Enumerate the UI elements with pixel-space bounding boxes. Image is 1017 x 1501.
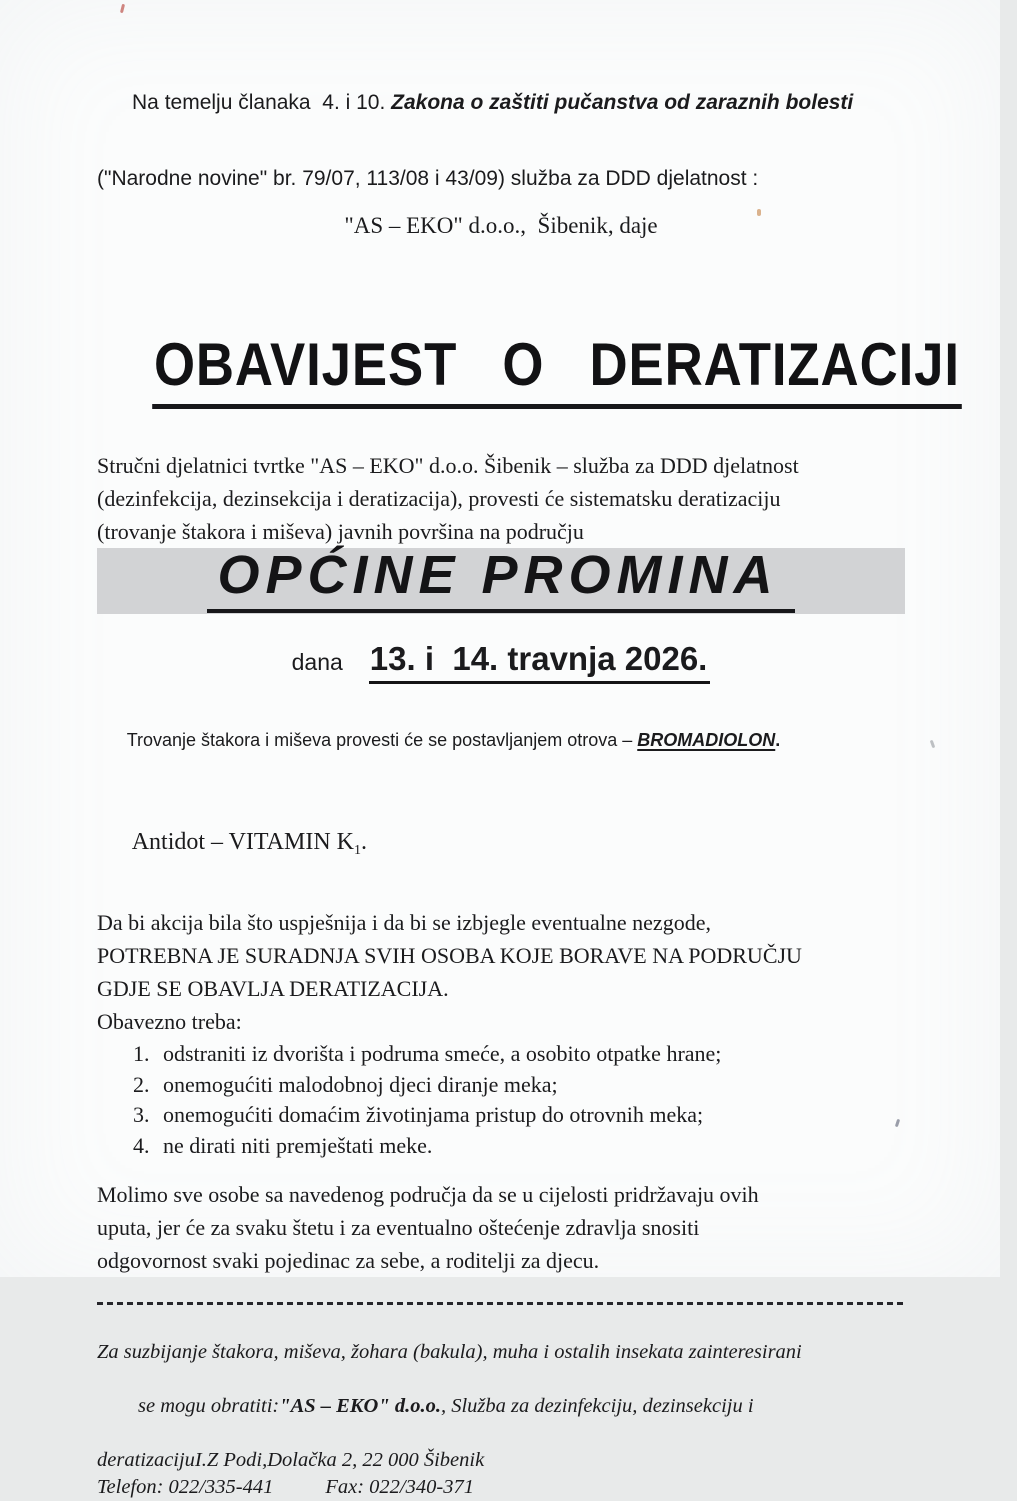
- warning-line: POTREBNA JE SURADNJA SVIH OSOBA KOJE BORAVE NA PODRUČJU: [97, 943, 802, 968]
- list-item-number: 3.: [133, 1102, 150, 1127]
- antidote-subscript: 1: [353, 843, 361, 858]
- municipality-name: OPĆINE PROMINA: [207, 549, 794, 614]
- list-item-number: 4.: [133, 1132, 150, 1158]
- closing-paragraph: [97, 1178, 905, 1277]
- poison-suffix: .: [775, 730, 781, 750]
- date-label: dana: [291, 649, 343, 675]
- footer-line-2: [97, 1366, 905, 1447]
- antidote-line: [97, 797, 905, 896]
- footer-address-line: deratizacijuI.Z Podi,Dolačka 2, 22 000 Šibenik: [97, 1449, 485, 1471]
- warning-line: Da bi akcija bila što uspješnija i da bi se izbjegle eventualne nezgode,: [97, 910, 711, 935]
- date-value: 13. i 14. travnja 2026.: [369, 640, 711, 684]
- body-line: Stručni djelatnici tvrtke "AS – EKO" d.o.o. Šibenik – služba za DDD djelatnost: [97, 453, 799, 478]
- body-line: (dezinfekcija, dezinsekcija i deratizacija), provesti će sistematsku deratizaciju: [97, 486, 781, 511]
- footer-block: [97, 1339, 905, 1501]
- date-row: [97, 640, 905, 684]
- warning-line: GDJE SE OBAVLJA DERATIZACIJA.: [97, 976, 449, 1001]
- law-title: Zakona o zaštiti pučanstva od zaraznih bolesti: [391, 91, 854, 114]
- antidote-text: Antidot – VITAMIN K: [131, 829, 354, 855]
- footer-line-1: Za suzbijanje štakora, miševa, žohara (bakula), muha i ostalih insekata zainteresirani: [97, 1341, 802, 1363]
- body-line: (trovanje štakora i miševa) javnih površina na području: [97, 519, 584, 544]
- issuer-line: "AS – EKO" d.o.o., Šibenik, daje: [344, 213, 658, 238]
- closing-line: Molimo sve osobe sa navedenog područja da se u cijelosti pridržavaju ovih: [97, 1182, 759, 1207]
- list-item: [133, 1100, 905, 1131]
- list-item-text: ne dirati niti premještati meke.: [163, 1132, 433, 1158]
- list-item: [133, 1070, 905, 1101]
- list-item: [133, 1039, 905, 1070]
- body-paragraph: [97, 449, 905, 548]
- fax-number: Fax: 022/340-371: [325, 1476, 474, 1498]
- closing-line: odgovornost svaki pojedinac za sebe, a roditelji za djecu.: [97, 1248, 600, 1273]
- list-item-text: onemogućiti domaćim životinjama pristup do otrovnih meka;: [163, 1102, 704, 1127]
- footer-contact-pre: se mogu obratiti:: [138, 1395, 280, 1417]
- company-name: "AS – EKO" d.o.o.: [279, 1395, 441, 1417]
- telefon-number: Telefon: 022/335-441: [97, 1476, 274, 1498]
- dashed-separator: [97, 1302, 903, 1305]
- antidote-period: .: [360, 829, 367, 855]
- instruction-list: [97, 1039, 905, 1161]
- list-item-text: onemogućiti malodobnoj djeci diranje meka;: [163, 1071, 558, 1097]
- legal-basis-line-2: ("Narodne novine" br. 79/07, 113/08 i 43/09) služba za DDD djelatnost :: [97, 167, 759, 190]
- footer-contact-post: , Služba za dezinfekciju, dezinsekciju i: [440, 1395, 754, 1417]
- warning-paragraph: [97, 906, 905, 1038]
- poison-name: BROMADIOLON: [637, 730, 776, 750]
- page-title: OBAVIJEST O DERATIZACIJI: [152, 335, 961, 409]
- list-item: [133, 1131, 905, 1162]
- list-item-text: odstraniti iz dvorišta i podruma smeće, a osobito otpatke hrane;: [163, 1041, 722, 1066]
- legal-basis-line-1: [97, 46, 905, 160]
- list-item-number: 2.: [133, 1071, 150, 1097]
- list-item-number: 1.: [133, 1041, 150, 1066]
- title-wrap: [97, 331, 960, 409]
- municipality-banner: [97, 544, 905, 614]
- contact-row: [97, 1474, 905, 1501]
- list-intro-line: Obavezno treba:: [97, 1009, 242, 1034]
- legal-basis-text: Na temelju članaka 4. i 10.: [132, 91, 392, 114]
- poison-line: [97, 701, 905, 779]
- closing-line: uputa, jer će za svaku štetu i za eventualno oštećenje zdravlja snositi: [97, 1215, 700, 1240]
- poison-text: Trovanje štakora i miševa provesti će se postavljanjem otrova –: [126, 730, 638, 750]
